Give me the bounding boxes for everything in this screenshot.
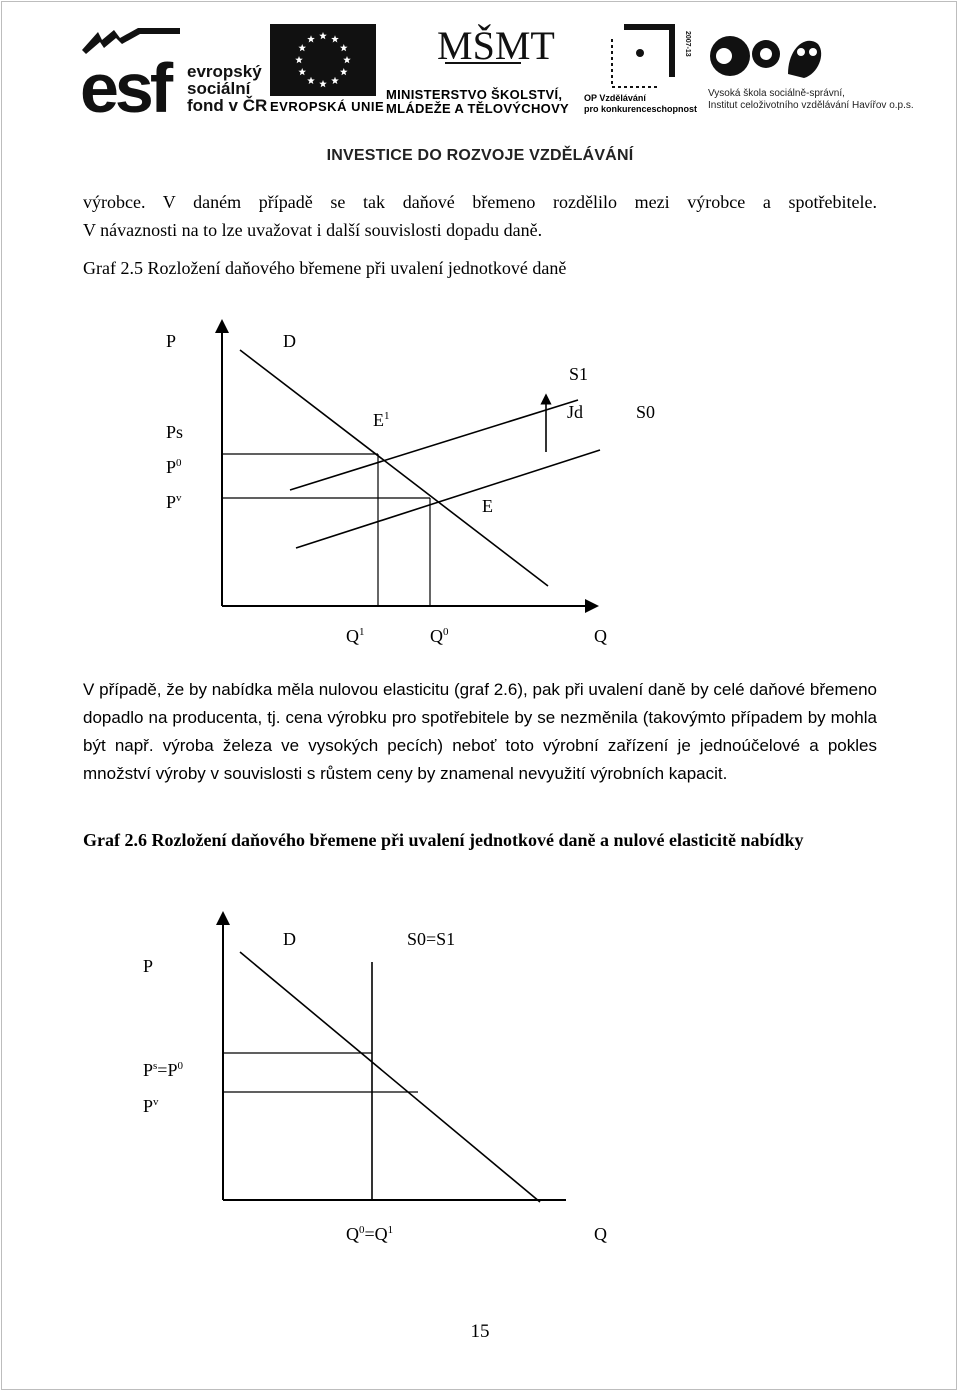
eu-star — [295, 56, 303, 63]
chart2-label-q: Q — [594, 1224, 607, 1244]
msmt-logo — [435, 23, 555, 87]
eu-star — [331, 77, 339, 84]
eu-star — [298, 68, 306, 75]
msmt-text: MINISTERSTVO ŠKOLSTVÍ, MLÁDEŽE A TĚLOVÝCHOVY — [386, 87, 570, 116]
chart1-label-p0: $P^0$ — [166, 457, 182, 477]
chart-graf-2-5 — [0, 300, 960, 660]
chart1-label-d: D — [283, 331, 296, 351]
chart1-label-e: E — [482, 496, 493, 516]
chart1-label-jd: Jd — [567, 402, 584, 422]
chart1-label-s1: S1 — [569, 364, 589, 384]
chart1-svg — [0, 300, 960, 660]
svg-text:2007-13: 2007-13 — [684, 31, 691, 57]
caption-graf-2-6: Graf 2.6 Rozložení daňového břemene při uvalení jednotkové daně a nulové elasticitě nabídky — [83, 830, 804, 850]
op-logo — [606, 25, 691, 91]
chart1-label-s0: S0 — [636, 402, 656, 422]
eu-text: EVROPSKÁ UNIE — [270, 99, 385, 114]
caption-graf-2-5: Graf 2.5 Rozložení daňového břemene při uvalení jednotkové daně — [83, 258, 567, 278]
eu-star — [298, 44, 306, 51]
vs-logo — [706, 30, 826, 86]
paragraph-intro — [83, 188, 877, 244]
chart-graf-2-6 — [0, 900, 960, 1270]
vs-text: Vysoká škola sociálně-správní, Institut celoživotního vzdělávání Havířov o.p.s. — [708, 88, 914, 111]
investice-slogan: INVESTICE DO ROZVOJE VZDĚLÁVÁNÍ — [326, 147, 634, 164]
header — [0, 0, 960, 175]
page-number: 15 — [470, 1321, 490, 1342]
chart2-label-s: S0=S1 — [407, 929, 456, 949]
eu-star — [319, 80, 327, 87]
chart1-label-p: P — [166, 331, 177, 351]
svg-text:esf: esf — [80, 49, 170, 127]
chart2-label-d: D — [283, 929, 296, 949]
chart1-label-pv: $P^v$ — [166, 492, 182, 512]
chart1-label-q: Q — [594, 626, 607, 646]
chart2-demand-line — [240, 952, 540, 1202]
chart1-label-e1: $E^1$ — [373, 410, 390, 430]
eu-star — [331, 35, 339, 42]
esf-text: evropský sociální fond v ČR — [187, 62, 268, 115]
chart2-label-pv: $P^v$ — [143, 1096, 159, 1116]
eu-star — [340, 68, 348, 75]
eu-star — [307, 77, 315, 84]
chart1-supply-s0-line — [296, 450, 600, 548]
paragraph-intro-line2: V návaznosti na to lze uvažovat i další souvislosti dopadu daně. — [83, 220, 543, 240]
esf-logo — [80, 28, 180, 127]
paragraph-intro-line1: výrobce. V daném případě se tak daňové břemeno rozdělilo mezi výrobce a spotřebitele. — [83, 192, 877, 212]
chart1-label-q0: $Q^0$ — [430, 626, 449, 646]
chart1-label-ps: Ps — [166, 422, 184, 442]
chart2-label-q0-q1: $Q^0=Q^1$ — [346, 1224, 394, 1244]
chart1-label-q1: $Q^1$ — [346, 626, 365, 646]
eu-star — [319, 32, 327, 39]
chart2-label-ps-p0: $P^s=P^0$ — [143, 1060, 183, 1080]
paragraph-elasticity: V případě, že by nabídka měla nulovou elasticitu (graf 2.6), pak při uvalení daně by celé daňové břemeno dopadlo na producenta, tj. cena výrobku pro spotřebitele by se nezměnila (takovýmto případem by mohla být např. výroba železa ve vysokých pecích) neboť toto výrobní zařízení je jednoúčelové a pokles množství výroby v souvislosti s růstem ceny by znamenal nevyužití výrobních kapacit. — [83, 680, 877, 783]
chart2-label-p: P — [143, 956, 154, 976]
eu-star — [307, 35, 315, 42]
eu-star — [340, 44, 348, 51]
chart1-supply-s1-line — [290, 400, 578, 490]
svg-text:MŠMT: MŠMT — [437, 23, 555, 68]
eu-flag-logo — [270, 24, 376, 96]
eu-star — [343, 56, 351, 63]
op-text: OP Vzdělávání pro konkurenceschopnost — [584, 93, 698, 114]
chart1-demand-line — [240, 350, 548, 586]
